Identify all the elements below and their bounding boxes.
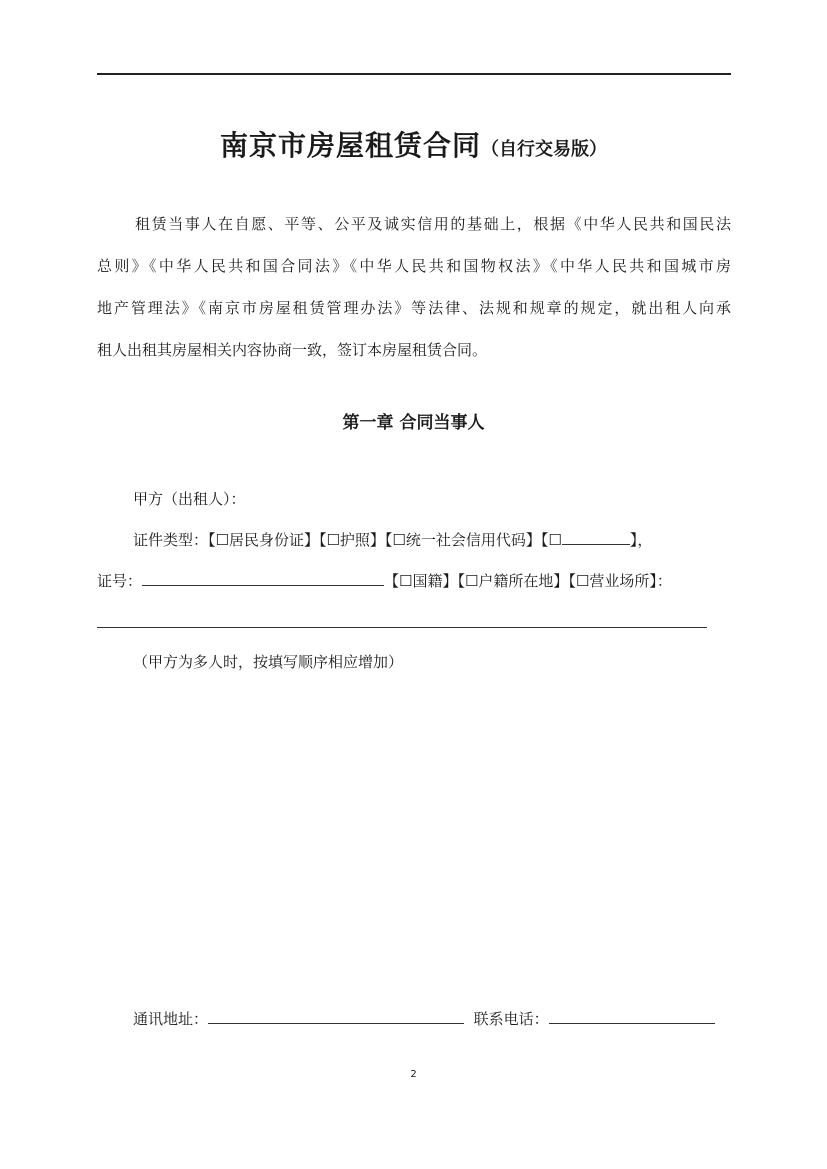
address-blank[interactable] <box>208 1008 464 1024</box>
address-label: 通讯地址： <box>133 1010 209 1028</box>
document-title <box>0 124 827 164</box>
header-rule <box>97 73 731 75</box>
contact-line <box>133 1008 715 1029</box>
id-number-label: 证号： <box>97 572 143 590</box>
chapter-heading: 第一章 合同当事人 <box>342 413 485 433</box>
id-type-label: 证件类型： <box>133 531 209 549</box>
id-type-options: 【☐居民身份证】【☐护照】【☐统一社会信用代码】【☐ <box>208 531 562 549</box>
intro-line: 总则》《中华人民共和国合同法》《中华人民共和国物权法》《中华人民共和国城市房 <box>97 257 731 275</box>
intro-line: 租人出租其房屋相关内容协商一致，签订本房屋租赁合同。 <box>97 341 488 359</box>
phone-label: 联系电话： <box>473 1010 549 1028</box>
id-number-options: 【☐国籍】【☐户籍所在地】【☐营业场所】： <box>384 572 672 590</box>
title-subtitle: （自行交易版） <box>481 139 607 160</box>
id-number-blank[interactable] <box>142 570 384 586</box>
id-number-line <box>97 570 672 591</box>
address-fill-blank[interactable] <box>97 627 707 628</box>
intro-line: 租赁当事人在自愿、平等、公平及诚实信用的基础上，根据《中华人民共和国民法 <box>135 215 731 233</box>
id-type-close: 】， <box>629 531 653 549</box>
intro-paragraph <box>97 203 731 371</box>
phone-blank[interactable] <box>549 1008 715 1024</box>
id-type-line <box>133 529 731 550</box>
party-a-label: 甲方（出租人）： <box>133 490 246 508</box>
intro-line: 地产管理法》《南京市房屋租赁管理办法》等法律、法规和规章的规定，就出租人向承 <box>97 299 731 317</box>
id-type-other-blank[interactable] <box>562 529 630 545</box>
title-main: 南京市房屋租赁合同 <box>219 129 481 162</box>
party-note: （甲方为多人时，按填写顺序相应增加） <box>133 653 404 671</box>
page-number: 2 <box>410 1069 417 1080</box>
